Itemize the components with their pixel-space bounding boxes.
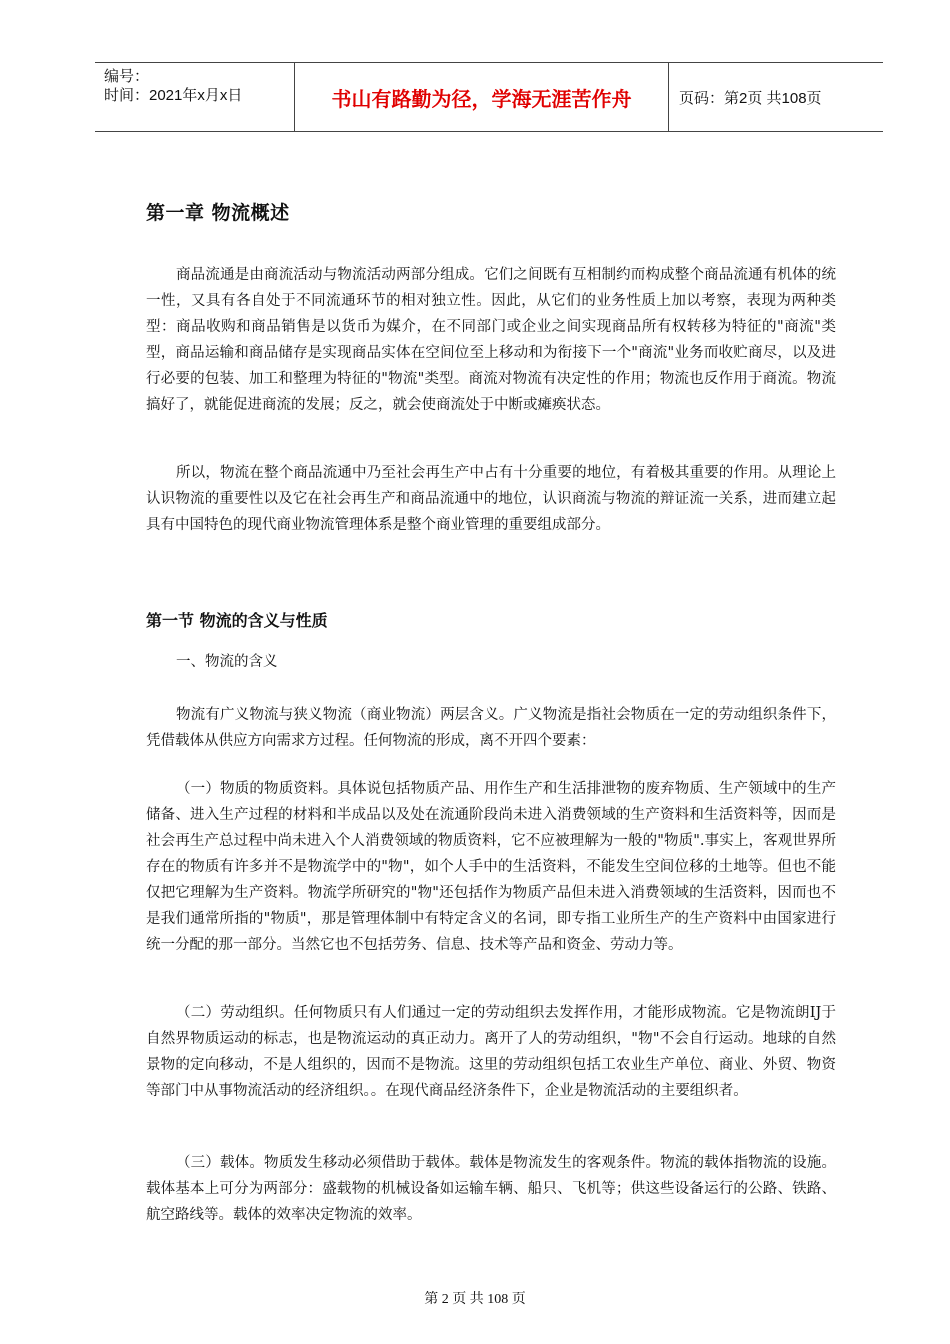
header-page-code: 页码：第2页 共108页 (679, 89, 822, 107)
page-header (95, 62, 883, 132)
time-label: 时间：2021年x月x日 (104, 87, 243, 104)
subheading: 一、物流的含义 (176, 654, 278, 670)
paragraph-1: 商品流通是由商流活动与物流活动两部分组成。它们之间既有互相制约而构成整个商品流通有机体的统一性，又具有各自处于不同流通环节的相对独立性。因此，从它们的业务性质上加以考察，表现为两种类型：商品收购和商品销售是以货币为媒介，在不同部门或企业之间实现商品所有权转移为特征的"商流"类型，商品运输和商品储存是实现商品实体在空间位至上移动和为衔接下一个"商流"业务而收贮商尽，以及进行必要的包装、加工和整理为特征的"物流"类型。商流对物流有决定性的作用；物流也反作用于商流。物流搞好了，就能促进商流的发展；反之，就会使商流处于中断或瘫痪状态。 (146, 267, 836, 413)
paragraph-4: （一）物质的物质资料。具体说包括物质产品、用作生产和生活排泄物的废弃物质、生产领域中的生产储备、进入生产过程的材料和半成品以及处在流通阶段尚未进入消费领域的生产资料和生活资料等，因而是社会再生产总过程中尚未进入个人消费领域的物质资料，它不应被理解为一般的"物质".事实上，客观世界所存在的物质有许多并不是物流学中的"物"，如个人手中的生活资料，不能发生空间位移的土地等。但也不能仅把它理解为生产资料。物流学所研究的"物"还包括作为物质产品但未进入消费领域的生活资料，因而也不是我们通常所指的"物质"，那是管理体制中有特定含义的名词，即专指工业所生产的生产资料中由国家进行统一分配的那一部分。当然它也不包括劳务、信息、技术等产品和资金、劳动力等。 (146, 781, 836, 953)
paragraph-2: 所以，物流在整个商品流通中乃至社会再生产中占有十分重要的地位，有着极其重要的作用。从理论上认识物流的重要性以及它在社会再生产和商品流通中的地位，认识商流与物流的辩证流一关系，进而建立起具有中国特色的现代商业物流管理体系是整个商业管理的重要组成部分。 (146, 465, 836, 533)
paragraph-3: 物流有广义物流与狭义物流（商业物流）两层含义。广义物流是指社会物质在一定的劳动组织条件下，凭借载体从供应方向需求方过程。任何物流的形成，离不开四个要素： (146, 707, 836, 749)
page-footer: 第 2 页 共 108 页 (424, 1292, 526, 1307)
header-motto: 书山有路勤为径，学海无涯苦作舟 (295, 63, 669, 131)
chapter-title: 第一章 物流概述 (146, 202, 290, 224)
header-meta (95, 63, 295, 131)
section-title: 第一节 物流的含义与性质 (146, 611, 328, 630)
paragraph-6: （三）载体。物质发生移动必须借助于载体。载体是物流发生的客观条件。物流的载体指物流的设施。载体基本上可分为两部分：盛载物的机械设备如运输车辆、船只、飞机等；供这些设备运行的公路、铁路、航空路线等。载体的效率决定物流的效率。 (146, 1155, 836, 1223)
paragraph-5: （二）劳动组织。任何物质只有人们通过一定的劳动组织去发挥作用，才能形成物流。它是物流朗IJ于自然界物质运动的标志，也是物流运动的真正动力。离开了人的劳动组织，"物"不会自行运动。地球的自然景物的定向移动，不是人组织的，因而不是物流。这里的劳动组织包括工农业生产单位、商业、外贸、物资等部门中从事物流活动的经济组织。。在现代商品经济条件下，企业是物流活动的主要组织者。 (146, 1005, 836, 1099)
number-label: 编号： (104, 68, 150, 85)
